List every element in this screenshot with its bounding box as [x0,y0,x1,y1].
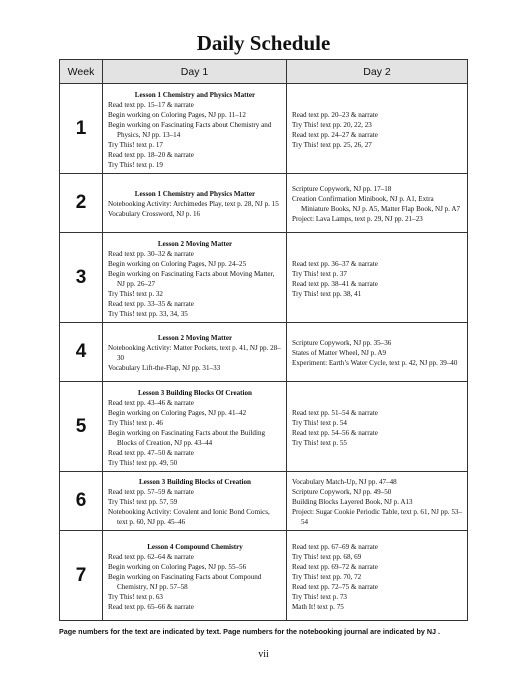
assignment-line: Read text pp. 65–66 & narrate [108,602,194,611]
assignment-line: Try This! text pp. 20, 22, 23 [292,120,372,129]
assignment-line: Try This! text p. 55 [292,438,347,447]
assignment-line: Vocabulary Match-Up, NJ pp. 47–48 [292,478,397,486]
assignment-line: Creation Confirmation Minibook, NJ p. A1, Extra Miniature Books, NJ p. A5, Matter Flap Book, NJ p. A7 [292,195,461,213]
day1-cell [103,84,287,174]
assignment-line: Try This! text p. 46 [108,418,163,427]
footer-note: Page numbers for the text are indicated by text. Page numbers for the notebooking journal are indicated by NJ . [59,627,441,636]
assignment-line: Try This! text p. 63 [108,592,163,601]
day1-cell [103,174,287,233]
assignment-line: Read text pp. 47–50 & narrate [108,448,194,457]
lesson-heading: Lesson 4 Compound Chemistry [147,542,243,551]
assignment-line: Read text pp. 57–59 & narrate [108,488,194,496]
assignment-line: Begin working on Coloring Pages, NJ pp. 41–42 [108,408,247,417]
week-number: 6 [60,472,103,531]
assignment-line: Scripture Copywork, NJ pp. 35–36 [292,339,392,347]
table-row [60,323,468,382]
assignment-line: Begin working on Coloring Pages, NJ pp. 24–25 [108,259,247,268]
assignment-line: Math It! text p. 75 [292,602,344,611]
assignment-line: Vocabulary Crossword, NJ p. 16 [108,210,201,218]
assignment-line: Try This! text pp. 49, 50 [108,458,178,467]
week-number: 4 [60,323,103,382]
day2-column-header: Day 2 [287,60,468,84]
assignment-line: Scripture Copywork, NJ pp. 17–18 [292,185,392,193]
assignment-line: Read text pp. 36–37 & narrate [292,259,378,268]
assignment-line: Read text pp. 62–64 & narrate [108,552,194,561]
assignment-line: Try This! text p. 17 [108,140,163,149]
table-row [60,382,468,472]
table-row [60,233,468,323]
assignment-line: Try This! text pp. 25, 26, 27 [292,140,372,149]
table-row [60,174,468,233]
assignment-line: Building Blocks Layered Book, NJ p. A13 [292,498,413,506]
lesson-heading: Lesson 1 Chemistry and Physics Matter [134,90,256,99]
assignment-line: Read text pp. 33–35 & narrate [108,299,194,308]
assignment-line: Begin working on Fascinating Facts about the Building Blocks of Creation, NJ pp. 43–44 [108,428,266,447]
day2-cell [287,531,468,621]
assignment-line: Try This! text pp. 68, 69 [292,552,362,561]
assignment-line: Read text pp. 72–75 & narrate [292,582,378,591]
assignment-line: Read text pp. 38–41 & narrate [292,279,378,288]
day1-cell [103,233,287,323]
lesson-heading: Lesson 1 Chemistry and Physics Matter [134,190,256,198]
day2-cell [287,233,468,323]
page-title: Daily Schedule [196,31,331,55]
week-number: 2 [60,174,103,233]
assignment-line: Try This! text pp. 70, 72 [292,572,362,581]
day2-cell [287,174,468,233]
assignment-line: Read text pp. 24–27 & narrate [292,130,378,139]
assignment-line: Try This! text p. 73 [292,592,347,601]
assignment-line: Read text pp. 54–56 & narrate [292,428,378,437]
assignment-line: Read text pp. 51–54 & narrate [292,408,378,417]
assignment-line: Notebooking Activity: Matter Pockets, text p. 41, NJ pp. 28–30 [108,344,281,362]
page-number: vii [258,649,269,660]
assignment-line: Read text pp. 15–17 & narrate [108,100,194,109]
assignment-line: Begin working on Coloring Pages, NJ pp. 55–56 [108,562,247,571]
lesson-heading: Lesson 2 Moving Matter [157,239,233,248]
assignment-line: Read text pp. 18–20 & narrate [108,150,194,159]
assignment-line: Notebooking Activity: Archimedes Play, text p. 28, NJ p. 15 [108,200,279,208]
assignment-line: Notebooking Activity: Covalent and Ionic Bond Comics, text p. 60, NJ pp. 45–46 [108,508,270,526]
table-row [60,84,468,174]
table-row [60,531,468,621]
day1-cell [103,382,287,472]
week-column-header: Week [60,60,103,84]
assignment-line: Try This! text p. 19 [108,160,163,169]
assignment-line: Read text pp. 43–46 & narrate [108,398,194,407]
assignment-line: Begin working on Fascinating Facts about Compound Chemistry, NJ pp. 57–58 [108,572,262,591]
assignment-line: Project: Sugar Cookie Periodic Table, text p. 61, NJ pp. 53–54 [292,508,462,526]
assignment-line: Scripture Copywork, NJ pp. 49–50 [292,488,392,496]
assignment-line: States of Matter Wheel, NJ p. A9 [292,349,387,357]
week-number: 3 [60,233,103,323]
assignment-line: Try This! text p. 32 [108,289,163,298]
assignment-line: Read text pp. 20–23 & narrate [292,110,378,119]
assignment-line: Read text pp. 69–72 & narrate [292,562,378,571]
lesson-heading: Lesson 3 Building Blocks Of Creation [138,388,252,397]
assignment-line: Vocabulary Lift-the-Flap, NJ pp. 31–33 [108,364,221,372]
assignment-line: Read text pp. 67–69 & narrate [292,542,378,551]
day2-cell [287,84,468,174]
day2-cell [287,382,468,472]
assignment-line: Read text pp. 30–32 & narrate [108,249,194,258]
lesson-heading: Lesson 3 Building Blocks of Creation [138,478,251,486]
week-number: 7 [60,531,103,621]
day1-column-header: Day 1 [103,60,287,84]
assignment-line: Try This! text pp. 38, 41 [292,289,362,298]
day1-cell [103,472,287,531]
assignment-line: Try This! text pp. 33, 34, 35 [108,309,188,318]
day1-cell [103,531,287,621]
assignment-line: Try This! text p. 54 [292,418,347,427]
week-number: 5 [60,382,103,472]
assignment-line: Project: Lava Lamps, text p. 29, NJ pp. 21–23 [292,215,423,223]
assignment-line: Begin working on Fascinating Facts about Chemistry and Physics, NJ pp. 13–14 [108,120,272,139]
assignment-line: Try This! text pp. 57, 59 [108,498,178,506]
day1-cell [103,323,287,382]
assignment-line: Begin working on Fascinating Facts about Moving Matter, NJ pp. 26–27 [108,269,275,288]
assignment-line: Begin working on Coloring Pages, NJ pp. 11–12 [108,110,246,119]
lesson-heading: Lesson 2 Moving Matter [157,334,233,342]
day2-cell [287,323,468,382]
assignment-line: Try This! text p. 37 [292,269,347,278]
week-number: 1 [60,84,103,174]
schedule-table [59,59,468,621]
assignment-line: Experiment: Earth’s Water Cycle, text p. 42, NJ pp. 39–40 [292,359,458,367]
table-row [60,472,468,531]
day2-cell [287,472,468,531]
table-header-row [60,60,468,84]
